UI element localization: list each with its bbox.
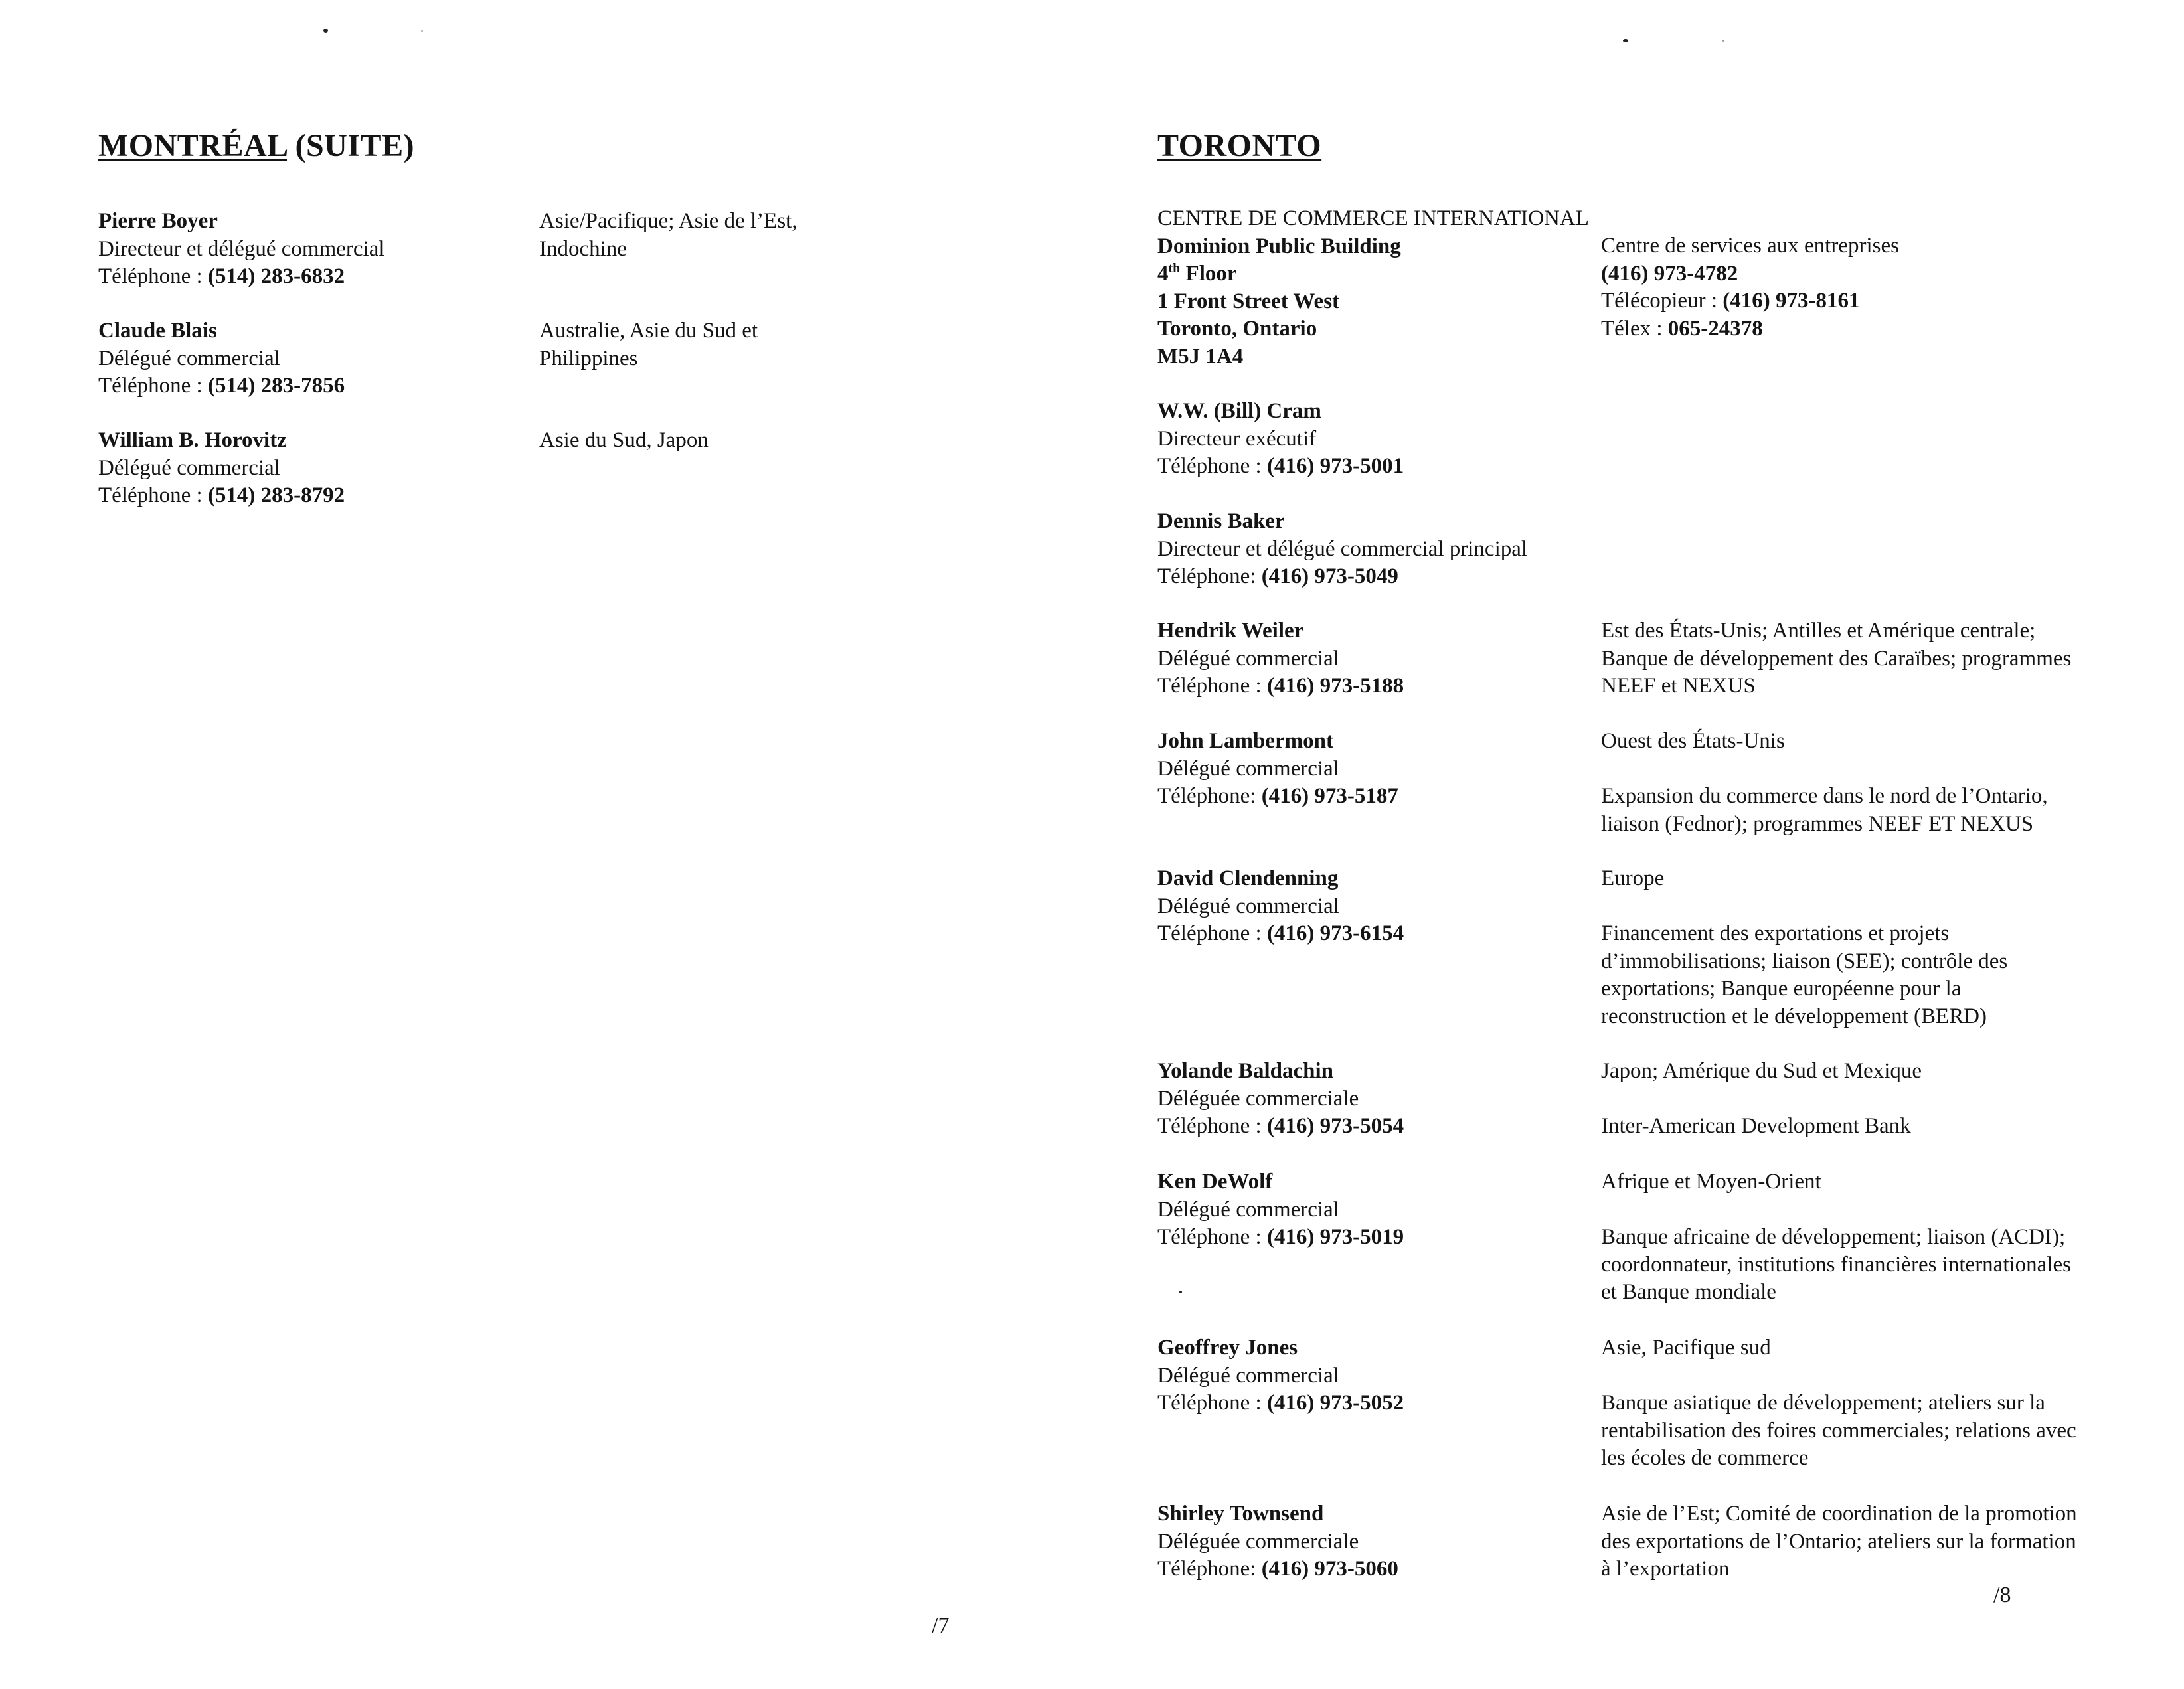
- responsibility-line: coordonnateur, institutions financières internationales: [1601, 1252, 2071, 1277]
- responsibility-item: [1601, 783, 2048, 838]
- scan-speck: [1623, 39, 1628, 42]
- responsibility-line: Asie de l’Est; Comité de coordination de la promotion: [1601, 1502, 2077, 1526]
- contact-entry: [1157, 1058, 1404, 1141]
- phone-label: Téléphone :: [1157, 1391, 1267, 1415]
- address-floor: [1157, 260, 1589, 288]
- responsibility-line: Asie, Pacifique sud: [1601, 1336, 1771, 1360]
- contact-region: [539, 317, 758, 372]
- responsibility-line: Afrique et Moyen-Orient: [1601, 1170, 1821, 1194]
- responsibility-item: [1601, 1058, 1922, 1086]
- phone-number: (514) 283-7856: [207, 374, 345, 398]
- phone-label: Téléphone:: [1157, 1557, 1262, 1581]
- address-building: Dominion Public Building: [1157, 234, 1401, 258]
- phone-label: Téléphone :: [98, 264, 208, 288]
- responsibility-item: [1601, 865, 1664, 893]
- responsibility-line: rentabilisation des foires commerciales; relations avec: [1601, 1418, 2076, 1443]
- contact-title: Directeur et délégué commercial principal: [1157, 536, 1528, 561]
- contact-entry: [98, 317, 345, 400]
- region-line: Indochine: [539, 236, 627, 261]
- contact-name: David Clendenning: [1157, 866, 1339, 890]
- centre-name: CENTRE DE COMMERCE INTERNATIONAL: [1157, 206, 1589, 230]
- services-fax: [1601, 287, 1899, 315]
- contact-phone: [1157, 1224, 1404, 1251]
- responsibility-item: [1601, 1224, 2071, 1307]
- responsibility-line: reconstruction et le développement (BERD): [1601, 1004, 1987, 1028]
- address-street: 1 Front Street West: [1157, 289, 1340, 313]
- contact-phone: [1157, 1556, 1398, 1583]
- responsibility-line: Financement des exportations et projets: [1601, 922, 1950, 945]
- phone-label: Téléphone :: [98, 374, 208, 398]
- responsibility-line: Ouest des États-Unis: [1601, 729, 1785, 753]
- contact-title: Délégué commercial: [1157, 894, 1339, 918]
- contact-title: Délégué commercial: [1157, 1363, 1339, 1388]
- phone-number: (416) 973-5049: [1261, 564, 1398, 588]
- scan-speck: [421, 30, 423, 32]
- contact-entry: [1157, 1334, 1404, 1417]
- scan-speck: [1179, 1291, 1182, 1293]
- phone-number: (416) 973-5060: [1261, 1557, 1398, 1581]
- contact-phone: [1157, 783, 1398, 811]
- responsibility-line: et Banque mondiale: [1601, 1280, 1776, 1304]
- phone-number: (416) 973-6154: [1266, 922, 1404, 945]
- contact-name: Hendrik Weiler: [1157, 619, 1304, 643]
- responsibility-item: [1601, 1390, 2076, 1473]
- responsibility-line: Banque asiatique de développement; ateliers sur la: [1601, 1391, 2045, 1415]
- contact-entry: [1157, 728, 1398, 811]
- responsibility-line: NEEF et NEXUS: [1601, 674, 1756, 698]
- region-line: Australie, Asie du Sud et: [539, 319, 758, 343]
- page-number: /8: [1993, 1583, 2011, 1607]
- responsibility-item: [1601, 1334, 1771, 1362]
- phone-number: (514) 283-6832: [207, 264, 345, 288]
- contact-title: Délégué commercial: [1157, 646, 1339, 671]
- phone-number: (416) 973-5054: [1266, 1114, 1404, 1138]
- phone-number: (416) 973-5001: [1266, 454, 1404, 478]
- phone-label: Téléphone :: [98, 483, 208, 507]
- responsibility-line: exportations; Banque européenne pour la: [1601, 977, 1962, 1001]
- business-services: [1601, 232, 1899, 343]
- address-city: Toronto, Ontario: [1157, 317, 1317, 341]
- contact-phone: [1157, 920, 1404, 948]
- left-page: [0, 0, 1089, 1689]
- contact-name: Dennis Baker: [1157, 509, 1285, 533]
- responsibility-item: [1601, 1168, 1821, 1196]
- contact-phone: [1157, 1390, 1404, 1417]
- responsibility-line: à l’exportation: [1601, 1557, 1730, 1581]
- address-postal: M5J 1A4: [1157, 344, 1244, 368]
- telex-number: 065-24378: [1667, 316, 1763, 341]
- fax-number: (416) 973-8161: [1722, 289, 1860, 313]
- title-city: MONTRÉAL: [98, 128, 288, 163]
- phone-label: Téléphone :: [1157, 674, 1267, 698]
- page-number: /7: [932, 1613, 950, 1638]
- phone-label: Téléphone :: [1157, 454, 1267, 478]
- contact-phone: [1157, 453, 1404, 481]
- contact-phone: [98, 372, 345, 400]
- contact-title: Délégué commercial: [98, 346, 280, 370]
- contact-entry: [98, 427, 345, 510]
- phone-label: Téléphone :: [1157, 922, 1267, 945]
- contact-phone: [1157, 563, 1527, 591]
- contact-phone: [98, 263, 385, 291]
- contact-region: [539, 208, 798, 263]
- contact-name: Geoffrey Jones: [1157, 1336, 1298, 1360]
- responsibility-item: [1601, 728, 1785, 756]
- contact-title: Déléguée commerciale: [1157, 1086, 1359, 1111]
- region-line: Asie du Sud, Japon: [539, 428, 709, 452]
- contact-entry: [1157, 865, 1404, 948]
- phone-number: (416) 973-5187: [1261, 784, 1398, 808]
- phone-number: (416) 973-5052: [1266, 1391, 1404, 1415]
- responsibility-line: Expansion du commerce dans le nord de l’Ontario,: [1601, 784, 2048, 808]
- region-line: Asie/Pacifique; Asie de l’Est,: [539, 209, 798, 233]
- contact-title: Déléguée commerciale: [1157, 1529, 1359, 1554]
- responsibility-line: Banque de développement des Caraïbes; programmes: [1601, 646, 2072, 671]
- responsibility-line: d’immobilisations; liaison (SEE); contrôle des: [1601, 949, 2008, 973]
- contact-phone: [1157, 673, 1404, 700]
- scan-speck: [323, 29, 328, 33]
- phone-label: Téléphone :: [1157, 1225, 1267, 1249]
- responsibility-line: liaison (Fednor); programmes NEEF ET NEXUS: [1601, 811, 2034, 836]
- responsibility-item: [1601, 1500, 2077, 1583]
- responsibility-item: [1601, 617, 2071, 700]
- services-label: Centre de services aux entreprises: [1601, 234, 1899, 258]
- contact-entry: [98, 208, 385, 291]
- contact-entry: [1157, 1168, 1404, 1251]
- contact-name: Yolande Baldachin: [1157, 1059, 1333, 1083]
- contact-name: Ken DeWolf: [1157, 1170, 1273, 1194]
- responsibility-item: [1601, 1113, 1911, 1141]
- responsibility-line: Banque africaine de développement; liaison (ACDI);: [1601, 1225, 2066, 1249]
- responsibility-line: Est des États-Unis; Antilles et Amérique centrale;: [1601, 619, 2036, 643]
- title-city: TORONTO: [1157, 128, 1322, 163]
- phone-label: Téléphone:: [1157, 564, 1262, 588]
- contact-entry: [1157, 617, 1404, 700]
- fax-label: Télécopieur :: [1601, 289, 1723, 313]
- responsibility-line: les écoles de commerce: [1601, 1446, 1809, 1470]
- contact-phone: [1157, 1113, 1404, 1141]
- phone-number: (416) 973-5019: [1266, 1225, 1404, 1249]
- title-suffix: (SUITE): [287, 128, 415, 163]
- contact-name: W.W. (Bill) Cram: [1157, 399, 1321, 423]
- page-title-toronto: [1157, 127, 1321, 165]
- phone-label: Téléphone :: [1157, 1114, 1267, 1138]
- scan-speck: [1722, 40, 1724, 42]
- phone-label: Téléphone:: [1157, 784, 1262, 808]
- contact-phone: [98, 482, 345, 510]
- contact-name: Pierre Boyer: [98, 209, 218, 233]
- services-phone: (416) 973-4782: [1601, 261, 1738, 285]
- responsibility-line: des exportations de l’Ontario; ateliers sur la formation: [1601, 1529, 2076, 1554]
- contact-title: Directeur exécutif: [1157, 426, 1317, 451]
- telex-label: Télex :: [1601, 316, 1668, 341]
- right-page: [1089, 0, 2184, 1689]
- office-address: [1157, 205, 1589, 370]
- responsibility-line: Japon; Amérique du Sud et Mexique: [1601, 1059, 1922, 1083]
- page-title-montreal: [98, 127, 414, 165]
- responsibility-item: [1601, 920, 2007, 1030]
- services-telex: [1601, 315, 1899, 343]
- contact-name: Claude Blais: [98, 319, 217, 343]
- contact-title: Délégué commercial: [98, 455, 280, 480]
- contact-name: Shirley Townsend: [1157, 1502, 1324, 1526]
- floor-word: Floor: [1180, 262, 1237, 285]
- contact-title: Délégué commercial: [1157, 756, 1339, 781]
- responsibility-line: Inter-American Development Bank: [1601, 1114, 1911, 1138]
- contact-entry: [1157, 508, 1527, 591]
- contact-title: Délégué commercial: [1157, 1197, 1339, 1222]
- contact-entry: [1157, 398, 1404, 481]
- floor-suffix: th: [1168, 261, 1181, 276]
- phone-number: (514) 283-8792: [207, 483, 345, 507]
- contact-name: John Lambermont: [1157, 729, 1333, 753]
- region-line: Philippines: [539, 346, 638, 370]
- contact-name: William B. Horovitz: [98, 428, 287, 452]
- floor-number: 4: [1157, 262, 1169, 285]
- phone-number: (416) 973-5188: [1266, 674, 1404, 698]
- contact-title: Directeur et délégué commercial: [98, 236, 385, 261]
- contact-entry: [1157, 1500, 1398, 1583]
- responsibility-line: Europe: [1601, 866, 1665, 890]
- contact-region: [539, 427, 709, 455]
